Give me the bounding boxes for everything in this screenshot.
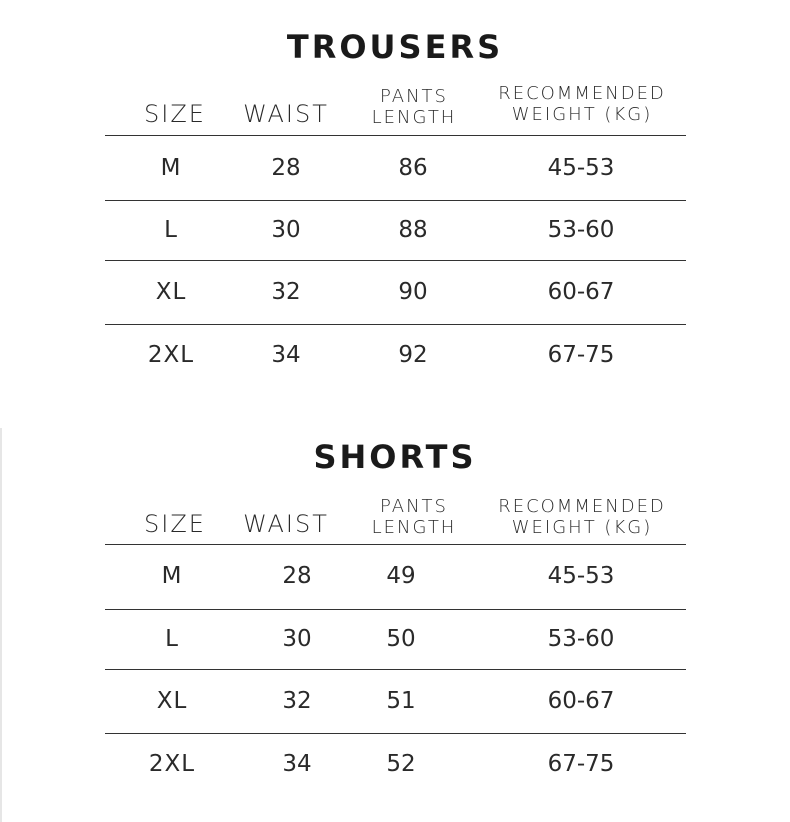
size-cell: 2XL (148, 751, 196, 777)
row-divider (105, 609, 686, 610)
header-pants-length-line2: LENGTH (371, 107, 457, 128)
size-cell: L (165, 626, 179, 652)
length-cell: 90 (398, 279, 428, 305)
waist-cell: 28 (271, 155, 301, 181)
table-row (0, 619, 790, 659)
waist-cell: 34 (282, 751, 312, 777)
table-row (0, 556, 790, 596)
shorts-title: SHORTS (313, 438, 477, 476)
header-pants-length-line1: PANTS (380, 496, 448, 517)
row-divider (105, 324, 686, 325)
weight-cell: 60-67 (547, 688, 615, 714)
length-cell: 50 (386, 626, 416, 652)
length-cell: 86 (398, 155, 428, 181)
header-waist: WAIST (243, 100, 329, 128)
waist-cell: 30 (271, 217, 301, 243)
header-weight-line1: RECOMMENDED (498, 496, 666, 517)
row-divider (105, 260, 686, 261)
length-cell: 51 (386, 688, 416, 714)
row-divider (105, 669, 686, 670)
length-cell: 88 (398, 217, 428, 243)
table-row (0, 681, 790, 721)
header-weight-line2: WEIGHT (KG) (511, 104, 653, 125)
weight-cell: 53-60 (547, 626, 615, 652)
header-weight-line1: RECOMMENDED (498, 83, 666, 104)
row-divider (105, 200, 686, 201)
header-size: SIZE (144, 510, 206, 538)
weight-cell: 67-75 (547, 751, 615, 777)
waist-cell: 30 (282, 626, 312, 652)
header-weight-line2: WEIGHT (KG) (511, 517, 653, 538)
header-recommended-weight (482, 83, 682, 125)
table-row (0, 210, 790, 250)
trousers-title: TROUSERS (286, 28, 504, 66)
size-cell: M (161, 563, 183, 589)
size-cell: L (164, 217, 178, 243)
weight-cell: 67-75 (547, 342, 615, 368)
weight-cell: 53-60 (547, 217, 615, 243)
size-cell: M (160, 155, 182, 181)
header-recommended-weight (482, 496, 682, 538)
header-divider (105, 544, 686, 545)
header-pants-length (354, 86, 474, 128)
waist-cell: 28 (282, 563, 312, 589)
weight-cell: 60-67 (547, 279, 615, 305)
table-row (0, 148, 790, 188)
size-cell: XL (155, 279, 187, 305)
waist-cell: 34 (271, 342, 301, 368)
header-divider (105, 135, 686, 136)
table-row (0, 335, 790, 375)
size-cell: XL (156, 688, 188, 714)
header-pants-length-line2: LENGTH (371, 517, 457, 538)
header-pants-length-line1: PANTS (380, 86, 448, 107)
table-row (0, 272, 790, 312)
waist-cell: 32 (282, 688, 312, 714)
table-row (0, 744, 790, 784)
length-cell: 49 (386, 563, 416, 589)
waist-cell: 32 (271, 279, 301, 305)
header-pants-length (354, 496, 474, 538)
row-divider (105, 733, 686, 734)
header-size: SIZE (144, 100, 206, 128)
header-waist: WAIST (243, 510, 329, 538)
weight-cell: 45-53 (547, 155, 615, 181)
length-cell: 92 (398, 342, 428, 368)
weight-cell: 45-53 (547, 563, 615, 589)
length-cell: 52 (386, 751, 416, 777)
size-cell: 2XL (147, 342, 195, 368)
